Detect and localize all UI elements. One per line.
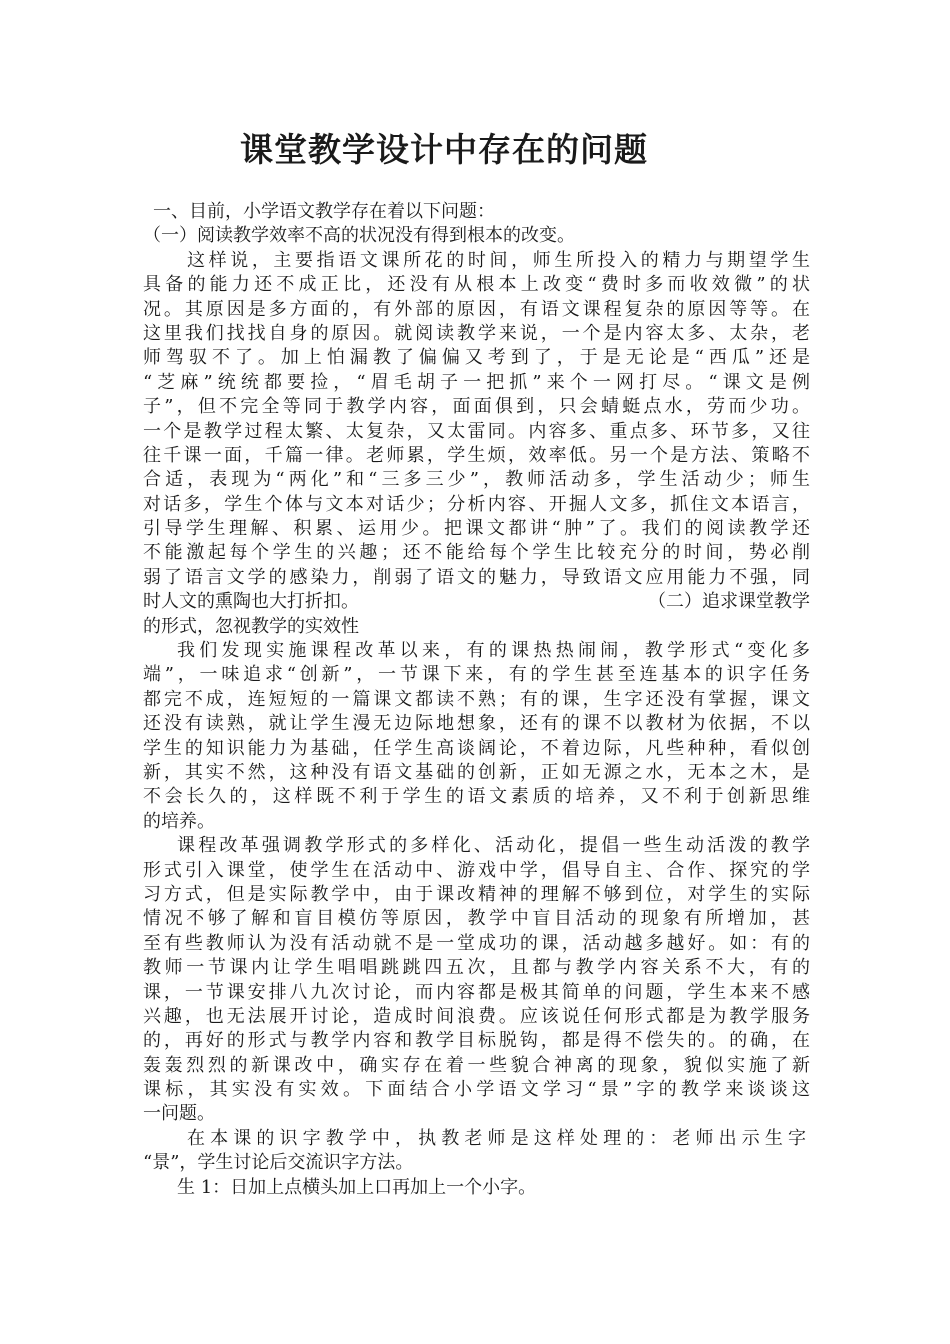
text-line: “芝麻”统统都要捡，“眉毛胡子一把抓”来个一网打尽。“课文是例 bbox=[143, 371, 810, 393]
paragraph-end: 时人文的熏陶也大打折扣。 bbox=[143, 591, 359, 613]
text-line: 课标，其实没有实效。下面结合小学语文学习“景”字的教学来谈谈这 bbox=[143, 1079, 810, 1101]
text-line: 这样说，主要指语文课所花的时间，师生所投入的精力与期望学生 bbox=[187, 249, 810, 271]
text-line: 课，一节课安排八九次讨论，而内容都是极其简单的问题，学生本来不感 bbox=[143, 981, 810, 1003]
text-line: 这里我们找找自身的原因。就阅读教学来说，一个是内容太多、太杂，老 bbox=[143, 322, 810, 344]
text-line: 在本课的识字教学中，执教老师是这样处理的：老师出示生字 bbox=[187, 1127, 806, 1149]
text-line: 不会长久的，这样既不利于学生的语文素质的培养，又不利于创新思维 bbox=[143, 786, 810, 808]
document-title: 课堂教学设计中存在的问题 bbox=[240, 130, 648, 169]
text-line: 教师一节课内让学生唱唱跳跳四五次，且都与教学内容关系不大，有的 bbox=[143, 957, 810, 979]
text-line: 往千课一面，千篇一律。老师累，学生烦，效率低。另一个是方法、策略不 bbox=[143, 444, 810, 466]
text-line: “景”，学生讨论后交流识字方法。 bbox=[143, 1152, 414, 1174]
text-line: 一个是教学过程太繁、太复杂，又太雷同。内容多、重点多、环节多，又往 bbox=[143, 420, 810, 442]
text-line: 还没有读熟，就让学生漫无边际地想象，还有的课不以教材为依据，不以 bbox=[143, 713, 810, 735]
text-line: 端”，一味追求“创新”，一节课下来，有的学生甚至连基本的识字任务 bbox=[143, 664, 810, 686]
text-line: 引导学生理解、积累、运用少。把课文都讲“肿”了。我们的阅读教学还 bbox=[143, 518, 810, 540]
text-line: 的，再好的形式与教学内容和教学目标脱钩，都是得不偿失的。的确，在 bbox=[143, 1030, 810, 1052]
text-line: 情况不够了解和盲目模仿等原因，教学中盲目活动的现象有所增加，甚 bbox=[143, 908, 810, 930]
text-line: 形式引入课堂，使学生在活动中、游戏中学，倡导自主、合作、探究的学 bbox=[143, 859, 810, 881]
text-line: 兴趣，也无法展开讨论，造成时间浪费。应该说任何形式都是为教学服务 bbox=[143, 1005, 810, 1027]
text-line: 具备的能力还不成正比，还没有从根本上改变“费时多而收效微”的状 bbox=[143, 274, 810, 296]
text-line: 习方式，但是实际教学中，由于课改精神的理解不够到位，对学生的实际 bbox=[143, 883, 810, 905]
text-line: 的培养。 bbox=[143, 810, 215, 832]
text-line: 弱了语言文学的感染力，削弱了语文的魅力，导致语文应用能力不强，同 bbox=[143, 566, 810, 588]
text-line: 一、目前，小学语文教学存在着以下问题： bbox=[153, 201, 495, 222]
text-line: 新，其实不然，这种没有语文基础的创新，正如无源之水，无本之木，是 bbox=[143, 761, 810, 783]
text-line: 学生的知识能力为基础，任学生高谈阔论，不着边际，凡些种种，看似创 bbox=[143, 737, 810, 759]
text-line: 的形式，忽视教学的实效性 bbox=[143, 615, 359, 637]
section-heading-2: （二）追求课堂教学 bbox=[648, 591, 810, 613]
text-line: 对话多，学生个体与文本对话少；分析内容、开掘人文多，抓住文本语言， bbox=[143, 493, 810, 515]
text-line: 课程改革强调教学形式的多样化、活动化，提倡一些生动活泼的教学 bbox=[177, 835, 810, 857]
text-line: 轰轰烈烈的新课改中，确实存在着一些貌合神离的现象，貌似实施了新 bbox=[143, 1054, 810, 1076]
text-line: （一）阅读教学效率不高的状况没有得到根本的改变。 bbox=[143, 225, 575, 247]
text-line-split bbox=[143, 590, 810, 614]
text-line: 都完不成，连短短的一篇课文都读不熟；有的课，生字还没有掌握，课文 bbox=[143, 688, 810, 710]
text-line: 一问题。 bbox=[143, 1103, 215, 1125]
text-line: 我们发现实施课程改革以来，有的课热热闹闹，教学形式“变化多 bbox=[177, 640, 810, 662]
text-line: 况。其原因是多方面的，有外部的原因，有语文课程复杂的原因等等。在 bbox=[143, 298, 810, 320]
text-line: 子”，但不完全等同于教学内容，面面俱到，只会蜻蜓点水，劳而少功。 bbox=[143, 396, 810, 418]
document-body bbox=[143, 200, 810, 1200]
text-line: 不能激起每个学生的兴趣；还不能给每个学生比较充分的时间，势必削 bbox=[143, 542, 810, 564]
text-line: 合适，表现为“两化”和“三多三少”，教师活动多，学生活动少；师生 bbox=[143, 469, 810, 491]
text-line: 至有些教师认为没有活动就不是一堂成功的课，活动越多越好。如：有的 bbox=[143, 932, 810, 954]
text-line: 师驾驭不了。加上怕漏教了偏偏又考到了，于是无论是“西瓜”还是 bbox=[143, 347, 810, 369]
text-line: 生 1：日加上点横头加上口再加上一个小字。 bbox=[177, 1176, 537, 1198]
